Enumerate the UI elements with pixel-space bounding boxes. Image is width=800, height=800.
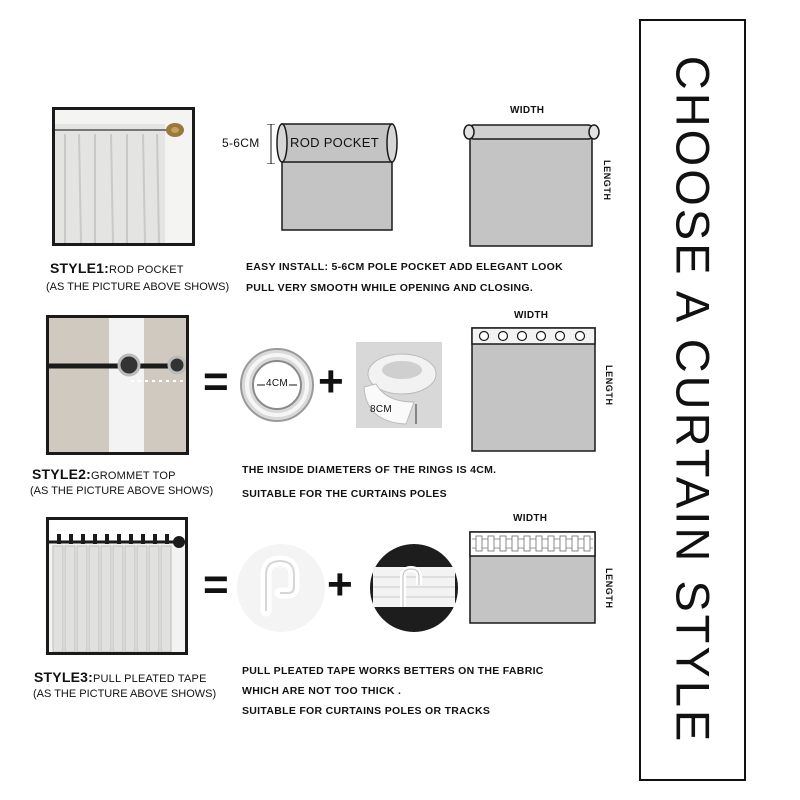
- style-banner: [639, 19, 746, 781]
- style2-equals-sign: =: [203, 357, 229, 406]
- pleat-tape-icon: [369, 543, 459, 633]
- style3-title: [34, 669, 207, 685]
- style3-equals-sign: =: [203, 560, 229, 609]
- style2-width-label: WIDTH: [514, 310, 549, 321]
- pocket-size-label: 5-6CM: [222, 136, 260, 150]
- style2-panel-diagram: [470, 326, 598, 454]
- style2-note: (AS THE PICTURE ABOVE SHOWS): [30, 485, 214, 497]
- pleated-curtain-photo: [46, 517, 188, 655]
- style2-title-rest: GROMMET TOP: [90, 470, 176, 482]
- style3-desc-line2: WHICH ARE NOT TOO THICK .: [242, 685, 402, 697]
- tape-size-label: 8CM: [370, 404, 393, 415]
- style1-desc-line2: PULL VERY SMOOTH WHILE OPENING AND CLOSING.: [246, 282, 534, 294]
- style2-desc-line2: SUITABLE FOR THE CURTAINS POLES: [242, 488, 447, 500]
- style3-width-label: WIDTH: [513, 513, 548, 524]
- style2-title-bold: STYLE2:: [32, 466, 91, 482]
- style3-note: (AS THE PICTURE ABOVE SHOWS): [33, 688, 217, 700]
- style1-panel-diagram: [460, 120, 605, 248]
- style1-desc-line1: EASY INSTALL: 5-6CM POLE POCKET ADD ELEGANT LOOK: [246, 261, 563, 273]
- rod-pocket-label: ROD POCKET: [290, 135, 379, 150]
- style2-plus-sign: +: [318, 357, 344, 406]
- style2-desc-line1: THE INSIDE DIAMETERS OF THE RINGS IS 4CM.: [242, 464, 497, 476]
- style3-desc-line3: SUITABLE FOR CURTAINS POLES OR TRACKS: [242, 705, 491, 717]
- style1-length-label: LENGTH: [602, 160, 612, 201]
- style3-desc-line1: PULL PLEATED TAPE WORKS BETTERS ON THE FABRIC: [242, 665, 544, 677]
- banner-title: CHOOSE A CURTAIN STYLE: [666, 55, 719, 745]
- style3-length-label: LENGTH: [604, 568, 614, 609]
- style1-title-rest: ROD POCKET: [108, 264, 184, 276]
- pocket-size-bracket: [266, 124, 276, 164]
- ring-size-label: 4CM: [266, 378, 289, 389]
- style2-title: [32, 466, 176, 482]
- style3-panel-diagram: [468, 530, 598, 625]
- style3-title-bold: STYLE3:: [34, 669, 93, 685]
- style1-title: [50, 260, 184, 276]
- style3-plus-sign: +: [327, 560, 353, 609]
- grommet-tape-photo: [356, 342, 442, 428]
- grommet-curtain-photo: [46, 315, 189, 455]
- style2-length-label: LENGTH: [604, 365, 614, 406]
- style3-title-rest: PULL PLEATED TAPE: [92, 673, 207, 685]
- pleat-hook-icon: [236, 543, 326, 633]
- style1-width-label: WIDTH: [510, 105, 545, 116]
- rod-pocket-curtain-photo: [52, 107, 195, 246]
- style1-note: (AS THE PICTURE ABOVE SHOWS): [46, 281, 230, 293]
- style1-title-bold: STYLE1:: [50, 260, 109, 276]
